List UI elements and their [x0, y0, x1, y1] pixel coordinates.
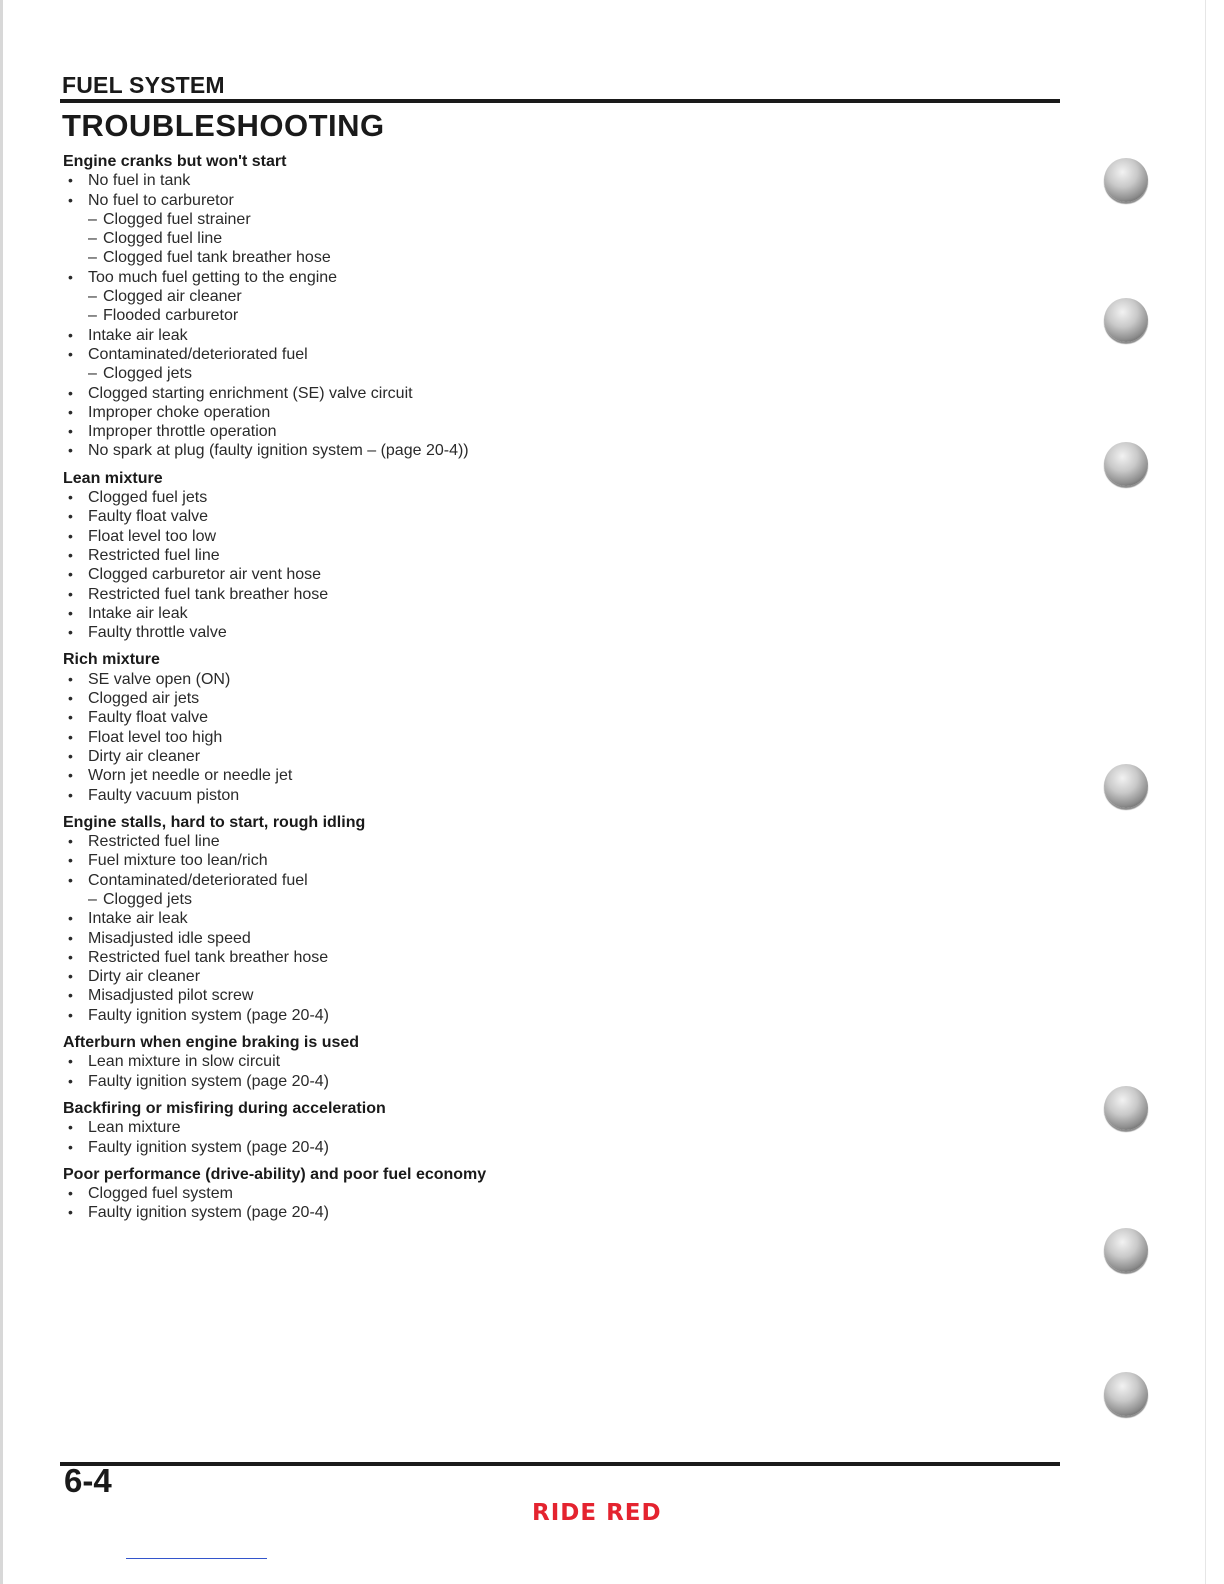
- dash-icon: –: [88, 249, 97, 267]
- list-item-text: Faulty vacuum piston: [88, 786, 240, 804]
- troubleshooting-section: [63, 1165, 763, 1223]
- list-item-text: Faulty ignition system (page 20-4): [88, 1072, 329, 1090]
- list-item: [63, 604, 763, 623]
- list-item: [63, 1052, 763, 1071]
- bullet-icon: •: [68, 384, 73, 401]
- bullet-icon: •: [68, 1185, 73, 1202]
- list-item-text: Float level too low: [88, 527, 217, 545]
- list-item: [63, 851, 763, 870]
- brand-logo: RIDE RED: [532, 1500, 662, 1526]
- binder-hole-icon: [1104, 298, 1148, 342]
- troubleshooting-section: [63, 813, 763, 1025]
- bullet-icon: •: [68, 604, 73, 621]
- list-item: [63, 1138, 763, 1157]
- binder-hole-icon: [1104, 1372, 1148, 1416]
- list-item-text: Misadjusted idle speed: [88, 929, 251, 947]
- list-item: [63, 527, 763, 546]
- list-item-text: Worn jet needle or needle jet: [88, 767, 293, 785]
- list-item: [63, 747, 763, 766]
- dash-icon: –: [88, 288, 97, 306]
- list-item: [63, 488, 763, 507]
- list-item: [63, 546, 763, 565]
- section-heading: Afterburn when engine braking is used: [63, 1034, 360, 1052]
- troubleshooting-section: [63, 650, 763, 804]
- sub-list-item: [63, 306, 763, 325]
- section-heading: Lean mixture: [63, 469, 163, 487]
- list-item-text: Intake air leak: [88, 910, 188, 928]
- list-item-text: Faulty ignition system (page 20-4): [88, 1204, 329, 1222]
- list-item-text: Contaminated/deteriorated fuel: [88, 871, 308, 889]
- list-item-text: Clogged air jets: [88, 690, 200, 708]
- page-title: TROUBLESHOOTING: [62, 108, 385, 143]
- sub-list-item-text: Clogged jets: [103, 365, 192, 383]
- list-item-text: Faulty ignition system (page 20-4): [88, 1138, 329, 1156]
- bullet-icon: •: [68, 326, 73, 343]
- bullet-icon: •: [68, 968, 73, 985]
- bullet-icon: •: [68, 624, 73, 641]
- section-heading: Engine stalls, hard to start, rough idling: [63, 813, 366, 831]
- section-label: FUEL SYSTEM: [62, 72, 225, 98]
- troubleshooting-content: [63, 152, 763, 1231]
- list-item: [63, 948, 763, 967]
- list-item: [63, 422, 763, 441]
- bullet-icon: •: [68, 527, 73, 544]
- dash-icon: –: [88, 890, 97, 908]
- list-item-text: Faulty throttle valve: [88, 624, 227, 642]
- list-item: [63, 565, 763, 584]
- list-item-text: Clogged fuel jets: [88, 489, 208, 507]
- list-item: [63, 403, 763, 422]
- list-item: [63, 507, 763, 526]
- list-item: [63, 1203, 763, 1222]
- list-item: [63, 268, 763, 287]
- list-item: [63, 171, 763, 190]
- section-heading: Rich mixture: [63, 651, 160, 669]
- binder-hole-icon: [1104, 1228, 1148, 1272]
- list-item-text: Faulty float valve: [88, 508, 209, 526]
- list-item: [63, 623, 763, 642]
- list-item-text: Faulty ignition system (page 20-4): [88, 1006, 329, 1024]
- list-item: [63, 967, 763, 986]
- list-item-text: Clogged fuel system: [88, 1185, 233, 1203]
- binder-hole-icon: [1104, 158, 1148, 202]
- binder-hole-icon: [1104, 442, 1148, 486]
- page-number: 6-4: [64, 1462, 112, 1499]
- list-item-text: No fuel in tank: [88, 172, 191, 190]
- bullet-icon: •: [68, 767, 73, 784]
- bullet-icon: •: [68, 423, 73, 440]
- bullet-icon: •: [68, 709, 73, 726]
- sub-list-item: [63, 890, 763, 909]
- list-item: [63, 986, 763, 1005]
- sub-list-item: [63, 248, 763, 267]
- bullet-icon: •: [68, 929, 73, 946]
- bullet-icon: •: [68, 546, 73, 563]
- list-item-text: Float level too high: [88, 728, 223, 746]
- list-item: [63, 871, 763, 890]
- list-item: [63, 1184, 763, 1203]
- bullet-icon: •: [68, 786, 73, 803]
- list-item: [63, 708, 763, 727]
- bullet-icon: •: [68, 1138, 73, 1155]
- sub-list-item: [63, 229, 763, 248]
- section-heading: Engine cranks but won't start: [63, 153, 287, 170]
- bullet-icon: •: [68, 852, 73, 869]
- bullet-icon: •: [68, 987, 73, 1004]
- list-item-text: Improper choke operation: [88, 403, 271, 421]
- footer-rule: [60, 1462, 1060, 1466]
- list-item: [63, 832, 763, 851]
- bullet-icon: •: [68, 1204, 73, 1221]
- list-item: [63, 585, 763, 604]
- list-item-text: Clogged carburetor air vent hose: [88, 566, 322, 584]
- troubleshooting-section: [63, 1099, 763, 1157]
- troubleshooting-section: [63, 469, 763, 643]
- list-item: [63, 728, 763, 747]
- list-item-text: No spark at plug (faulty ignition system – (page 20-4)): [88, 442, 469, 460]
- binder-hole-icon: [1104, 1086, 1148, 1130]
- list-item: [63, 689, 763, 708]
- list-item-text: SE valve open (ON): [88, 670, 231, 688]
- list-item-text: Restricted fuel line: [88, 546, 220, 564]
- bullet-icon: •: [68, 1119, 73, 1136]
- header-rule: [60, 99, 1060, 103]
- bullet-icon: •: [68, 345, 73, 362]
- list-item-text: Intake air leak: [88, 326, 188, 344]
- list-item: [63, 670, 763, 689]
- bullet-icon: •: [68, 910, 73, 927]
- list-item: [63, 326, 763, 345]
- bullet-icon: •: [68, 1072, 73, 1089]
- list-item: [63, 1006, 763, 1025]
- dash-icon: –: [88, 307, 97, 325]
- list-item-text: No fuel to carburetor: [88, 191, 234, 209]
- sub-list-item-text: Clogged jets: [103, 890, 192, 908]
- bullet-icon: •: [68, 566, 73, 583]
- list-item-text: Restricted fuel tank breather hose: [88, 948, 329, 966]
- dash-icon: –: [88, 365, 97, 383]
- list-item-text: Fuel mixture too lean/rich: [88, 852, 268, 870]
- list-item-text: Contaminated/deteriorated fuel: [88, 345, 308, 363]
- bullet-icon: •: [68, 403, 73, 420]
- bullet-icon: •: [68, 442, 73, 459]
- list-item-text: Restricted fuel line: [88, 833, 220, 851]
- section-heading: Backfiring or misfiring during acceleration: [63, 1099, 386, 1117]
- list-item-text: Dirty air cleaner: [88, 747, 201, 765]
- dash-icon: –: [88, 210, 97, 228]
- list-item-text: Clogged starting enrichment (SE) valve circuit: [88, 384, 413, 402]
- bullet-icon: •: [68, 833, 73, 850]
- list-item: [63, 909, 763, 928]
- sub-list-item-text: Clogged fuel line: [103, 230, 223, 248]
- list-item-text: Restricted fuel tank breather hose: [88, 585, 329, 603]
- troubleshooting-section: [63, 1033, 763, 1091]
- list-item: [63, 786, 763, 805]
- list-item: [63, 1118, 763, 1137]
- list-item-text: Dirty air cleaner: [88, 968, 201, 986]
- bullet-icon: •: [68, 948, 73, 965]
- bullet-icon: •: [68, 670, 73, 687]
- list-item-text: Too much fuel getting to the engine: [88, 268, 338, 286]
- list-item: [63, 345, 763, 364]
- list-item: [63, 1072, 763, 1091]
- bullet-icon: •: [68, 1006, 73, 1023]
- list-item-text: Misadjusted pilot screw: [88, 987, 254, 1005]
- bullet-icon: •: [68, 172, 73, 189]
- bullet-icon: •: [68, 191, 73, 208]
- sub-list-item-text: Clogged air cleaner: [103, 288, 242, 306]
- list-item: [63, 384, 763, 403]
- binder-hole-icon: [1104, 764, 1148, 808]
- sub-list-item: [63, 364, 763, 383]
- bullet-icon: •: [68, 508, 73, 525]
- section-heading: Poor performance (drive-ability) and poor fuel economy: [63, 1165, 487, 1183]
- bullet-icon: •: [68, 747, 73, 764]
- sub-list-item-text: Flooded carburetor: [103, 307, 239, 325]
- list-item: [63, 929, 763, 948]
- sub-list-item: [63, 210, 763, 229]
- list-item-text: Faulty float valve: [88, 709, 209, 727]
- list-item-text: Lean mixture: [88, 1119, 181, 1137]
- list-item: [63, 191, 763, 210]
- list-item-text: Improper throttle operation: [88, 423, 277, 441]
- bullet-icon: •: [68, 1053, 73, 1070]
- sub-list-item-text: Clogged fuel strainer: [103, 210, 251, 228]
- sub-list-item-text: Clogged fuel tank breather hose: [103, 249, 331, 267]
- bullet-icon: •: [68, 871, 73, 888]
- troubleshooting-section: [63, 152, 763, 461]
- bullet-icon: •: [68, 690, 73, 707]
- bullet-icon: •: [68, 268, 73, 285]
- page-edge: [0, 0, 3, 1584]
- list-item-text: Intake air leak: [88, 604, 188, 622]
- footer-link-underline[interactable]: [126, 1558, 267, 1559]
- bullet-icon: •: [68, 728, 73, 745]
- list-item-text: Lean mixture in slow circuit: [88, 1053, 281, 1071]
- page-edge: [1205, 0, 1206, 1584]
- list-item: [63, 441, 763, 460]
- bullet-icon: •: [68, 489, 73, 506]
- dash-icon: –: [88, 230, 97, 248]
- list-item: [63, 766, 763, 785]
- bullet-icon: •: [68, 585, 73, 602]
- sub-list-item: [63, 287, 763, 306]
